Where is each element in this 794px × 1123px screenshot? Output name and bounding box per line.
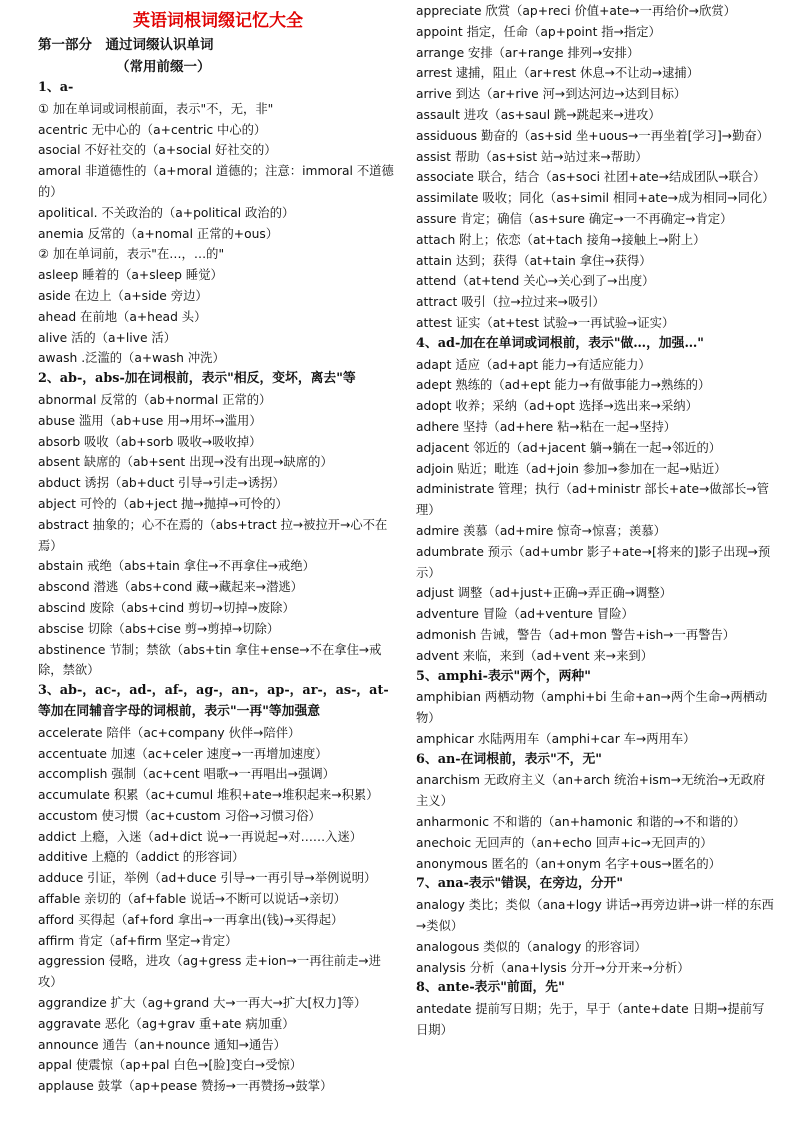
word-entry: ② 加在单词前，表示"在…，…的" <box>38 247 225 262</box>
section-heading: 6、an-在词根前，表示"不，无" <box>416 751 602 767</box>
word-entry: analysis 分析（ana+lysis 分开→分开来→分析） <box>416 960 690 975</box>
word-entry: adduce 引证，举例（ad+duce 引导→一再引导→举例说明） <box>38 871 377 886</box>
word-entry: attend（at+tend 关心→关心到了→出度） <box>416 274 655 289</box>
word-entry: alive 活的（a+live 活） <box>38 330 177 345</box>
word-entry: admonish 告诫，警告（ad+mon 警告+ish→一再警告） <box>416 627 736 642</box>
word-entry: arrive 到达（ar+rive 河→到达河边→达到目标） <box>416 87 687 102</box>
word-entry: awash .泛滥的（a+wash 冲洗） <box>38 351 225 366</box>
word-entry: anharmonic 不和谐的（an+hamonic 和谐的→不和谐的） <box>416 815 746 830</box>
word-entry: admire 羡慕（ad+mire 惊奇→惊喜；羡慕） <box>416 523 666 538</box>
word-entry: analogous 类似的（analogy 的形容词） <box>416 939 647 954</box>
word-entry: aggression 侵略，进攻（ag+gress 走+ion→一再往前走→进攻） <box>38 954 381 990</box>
word-entry: attach 附上；依恋（at+tach 接角→接触上→附上） <box>416 232 706 247</box>
word-entry: affirm 肯定（af+firm 坚定→肯定） <box>38 933 238 948</box>
word-entry: adopt 收养；采纳（ad+opt 选择→选出来→采纳） <box>416 399 698 414</box>
word-entry: attract 吸引（拉→拉过来→吸引） <box>416 295 605 310</box>
word-entry: addict 上瘾，入迷（ad+dict 说→一再说起→对……入迷） <box>38 829 363 844</box>
word-entry: anemia 反常的（a+nomal 正常的+ous） <box>38 226 279 241</box>
word-entry: accumulate 积累（ac+cumul 堆积+ate→堆积起来→积累） <box>38 788 379 803</box>
word-entry: arrest 逮捕，阻止（ar+rest 休息→不让动→逮捕） <box>416 66 700 81</box>
word-entry: aggrandize 扩大（ag+grand 大→一再大→扩大[权力]等） <box>38 996 367 1011</box>
word-entry: associate 联合，结合（as+soci 社团+ate→结成团队→联合） <box>416 170 766 185</box>
word-entry: aside 在边上（a+side 旁边） <box>38 288 208 303</box>
word-entry: assist 帮助（as+sist 站→站过来→帮助） <box>416 149 648 164</box>
word-entry: attain 达到；获得（at+tain 拿住→获得） <box>416 253 652 268</box>
word-entry: aggravate 恶化（ag+grav 重+ate 病加重） <box>38 1016 295 1031</box>
word-entry: abject 可怜的（ab+ject 抛→抛掉→可怜的） <box>38 496 288 511</box>
word-entry: abscond 潜逃（abs+cond 藏→藏起来→潜逃） <box>38 580 303 595</box>
word-entry: adjoin 贴近；毗连（ad+join 参加→参加在一起→贴近） <box>416 461 727 476</box>
word-entry: apolitical. 不关政治的（a+political 政治的） <box>38 205 295 220</box>
word-entry: arrange 安排（ar+range 排列→安排） <box>416 45 640 60</box>
word-entry: adhere 坚持（ad+here 粘→粘在一起→坚持） <box>416 419 677 434</box>
word-entry: affable 亲切的（af+fable 说话→不断可以说话→亲切） <box>38 892 347 907</box>
word-entry: asleep 睡着的（a+sleep 睡觉） <box>38 268 223 283</box>
word-entry: announce 通告（an+nounce 通知→通告） <box>38 1037 286 1052</box>
section-heading: 4、ad-加在在单词或词根前，表示"做…，加强…" <box>416 335 704 351</box>
word-entry: assault 进攻（as+saul 跳→跳起来→进攻） <box>416 107 661 122</box>
word-entry: adept 熟练的（ad+ept 能力→有做事能力→熟练的） <box>416 378 711 393</box>
word-entry: assimilate 吸收；同化（as+simil 相同+ate→成为相同→同化） <box>416 191 775 206</box>
right-column <box>416 0 774 1041</box>
left-column <box>38 0 398 1097</box>
word-entry: absent 缺席的（ab+sent 出现→没有出现→缺席的） <box>38 455 333 470</box>
section-heading: 3、ab-，ac-，ad-，af-，ag-，an-，ap-，ar-，as-，at-等加在同辅音字母的词根前，表示"一再"等加强意 <box>38 683 389 719</box>
word-entry: abstinence 节制；禁欲（abs+tin 拿住+ense→不在拿住→戒除，禁欲） <box>38 642 382 678</box>
right-entries <box>416 1 774 1041</box>
word-entry: adjacent 邻近的（ad+jacent 躺→躺在一起→邻近的） <box>416 440 722 455</box>
word-entry: accomplish 强制（ac+cent 唱歌→一再唱出→强调） <box>38 767 335 782</box>
word-entry: abscind 废除（abs+cind 剪切→切掉→废除） <box>38 600 295 615</box>
word-entry: administrate 管理；执行（ad+ministr 部长+ate→做部长→管理） <box>416 482 769 518</box>
document-title: 英语词根词缀记忆大全 <box>133 11 303 31</box>
word-entry: accentuate 加速（ac+celer 速度→一再增加速度） <box>38 746 328 761</box>
word-entry: accustom 使习惯（ac+custom 习俗→习惯习俗） <box>38 808 321 823</box>
word-entry: abscise 切除（abs+cise 剪→剪掉→切除） <box>38 621 280 636</box>
word-entry: anechoic 无回声的（an+echo 回声+ic→无回声的） <box>416 835 713 850</box>
section-heading: 8、ante-表示"前面，先" <box>416 980 565 996</box>
word-entry: anarchism 无政府主义（an+arch 统治+ism→无统治→无政府主义） <box>416 773 766 809</box>
word-entry: appoint 指定，任命（ap+point 指→指定） <box>416 24 661 39</box>
word-entry: additive 上瘾的（addict 的形容词） <box>38 850 245 865</box>
section-heading: 5、amphi-表示"两个，两种" <box>416 668 591 684</box>
word-entry: abuse 滥用（ab+use 用→用坏→滥用） <box>38 413 262 428</box>
word-entry: accelerate 陪伴（ac+company 伙伴→陪伴） <box>38 725 301 740</box>
word-entry: adumbrate 预示（ad+umbr 影子+ate→[将来的]影子出现→预示） <box>416 544 771 580</box>
word-entry: amphibian 两栖动物（amphi+bi 生命+an→两个生命→两栖动物） <box>416 690 768 726</box>
word-entry: adjust 调整（ad+just+正确→弄正确→调整） <box>416 586 672 601</box>
word-entry: antedate 提前写日期；先于，早于（ante+date 日期→提前写日期） <box>416 1002 765 1038</box>
word-entry: adventure 冒险（ad+venture 冒险） <box>416 607 634 622</box>
word-entry: abstract 抽象的；心不在焉的（abs+tract 拉→被拉开→心不在焉） <box>38 517 388 553</box>
part-subtitle: （常用前缀一） <box>116 59 211 75</box>
word-entry: asocial 不好社交的（a+social 好社交的） <box>38 143 277 158</box>
word-entry: afford 买得起（af+ford 拿出→一再拿出(钱)→买得起） <box>38 912 344 927</box>
word-entry: anonymous 匿名的（an+onym 名字+ous→匿名的） <box>416 856 721 871</box>
word-entry: assure 肯定；确信（as+sure 确定→一不再确定→肯定） <box>416 211 733 226</box>
word-entry: absorb 吸收（ab+sorb 吸收→吸收掉） <box>38 434 262 449</box>
section-heading: 2、ab-，abs-加在词根前，表示"相反，变坏，离去"等 <box>38 371 356 387</box>
section-heading: 7、ana-表示"错误，在旁边，分开" <box>416 876 623 892</box>
word-entry: attest 证实（at+test 试验→一再试验→证实） <box>416 315 675 330</box>
word-entry: abstain 戒绝（abs+tain 拿住→不再拿住→戒绝） <box>38 559 315 574</box>
word-entry: acentric 无中心的（a+centric 中心的） <box>38 122 267 137</box>
word-entry: ① 加在单词或词根前面，表示"不，无，非" <box>38 101 274 116</box>
left-entries <box>38 78 398 1097</box>
word-entry: amphicar 水陆两用车（amphi+car 车→两用车） <box>416 731 696 746</box>
word-entry: appreciate 欣赏（ap+reci 价值+ate→一再给价→欣赏） <box>416 4 736 18</box>
word-entry: abduct 诱拐（ab+duct 引导→引走→诱拐） <box>38 476 285 491</box>
word-entry: assiduous 勤奋的（as+sid 坐+uous→一再坐着[学习]→勤奋） <box>416 128 769 143</box>
word-entry: abnormal 反常的（ab+normal 正常的） <box>38 392 272 407</box>
word-entry: ahead 在前地（a+head 头） <box>38 309 207 324</box>
word-entry: amoral 非道德性的（a+moral 道德的；注意：immoral 不道德的） <box>38 164 394 199</box>
word-entry: analogy 类比；类似（ana+logy 讲话→再旁边讲→讲一样的东西→类似） <box>416 898 774 934</box>
word-entry: adapt 适应（ad+apt 能力→有适应能力） <box>416 357 651 372</box>
word-entry: applause 鼓掌（ap+pease 赞扬→一再赞扬→鼓掌） <box>38 1079 333 1094</box>
part-title: 第一部分 通过词缀认识单词 <box>38 37 214 53</box>
word-entry: advent 来临，来到（ad+vent 来→来到） <box>416 648 653 663</box>
word-entry: appal 使震惊（ap+pal 白色→[脸]变白→受惊） <box>38 1058 303 1073</box>
section-heading: 1、a- <box>38 80 74 95</box>
